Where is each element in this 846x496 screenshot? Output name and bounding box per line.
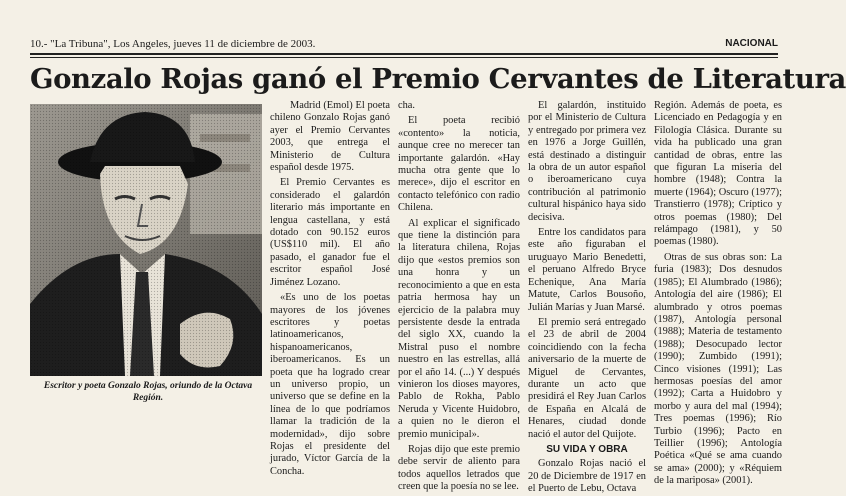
paragraph: Al explicar el significado que tiene la distinción para la literatura chilena, Rojas dijo que «estos premios son una honra y un reconocimiento a que en esta patria hermosa hay un ejercicio de la palabra muy persistente desde la entrada del siglo XX, cuando la Mistral puso el nombre nuestro en las estrellas, allá por el año 14. (...) Y después vinieron los dioses mayores, Pablo de Rokha, Pablo Neruda y Vicente Huidobro, a quien no le dieron el premio municipal». <box>398 217 520 440</box>
header-rule <box>30 53 778 55</box>
paragraph: El premio será entregado el 23 de abril de 2004 coincidiendo con la fecha aniversario de la muerte de Miguel de Cervantes, durante un acto que presidirá el Rey Juan Carlos de España en Alcalá de Henares, ciudad donde nació el autor del Quijote. <box>528 316 646 440</box>
paragraph: Rojas dijo que este premio debe servir de aliento para todos aquellos letrados que creen que la poesía no se lee. <box>398 443 520 493</box>
paragraph: El galardón, instituido por el Ministerio de Cultura y entregado por primera vez en 1976 a Jorge Guillén, está destinado a distinguir la obra de un autor español o iberoamericano cuya contribución al patrimonio cultural hispánico haya sido decisiva. <box>528 100 646 223</box>
folio-publication: 10.- "La Tribuna", Los Angeles, jueves 11 de diciembre de 2003. <box>30 38 316 50</box>
folio-line <box>30 36 778 52</box>
section-label: NACIONAL <box>725 38 778 49</box>
paragraph: Otras de sus obras son: La furia (1983); Dos desnudos (1985); El Alumbrado (1986); Antología del aire (1986); El alumbrado y otros poemas (1987), Antología personal (1988); Materia de testamento (1988); Desocupado lector (1990); Zumbido (1991); Cinco visiones (1991); Las hermosas poesías del amor (1992); Carta a Huidobro y morbo y aura del mal (1994); Tres poemas (1996); Río Turbio (1996); Pacto en Teillier (1996); Antología Poética «Qué se ama cuando se ama» (2000); y «Réquiem de la mariposa» (2001). <box>654 251 782 487</box>
paragraph: El Premio Cervantes es considerado el galardón literario más importante en lengua castellana, y está dotado con 90.152 euros (US$110 mil). El año pasado, el ganador fue el escritor español José Jiménez Lozano. <box>270 177 390 288</box>
article-column-1 <box>270 100 390 477</box>
paragraph: Región. Además de poeta, es Licenciado en Pedagogía y en Filología Clásica. Durante su vida ha publicado una gran cantidad de obras, entre las que figuran La miseria del hombre (1948); Contra la muerte (1964); Oscuro (1977); Transtierro (1978); Críptico y otros poemas (1980); Del relámpago (1981), y 50 poemas (1980). <box>654 100 782 248</box>
author-photo <box>30 104 262 376</box>
headline: Gonzalo Rojas ganó el Premio Cervantes de Literatura <box>30 63 846 95</box>
paragraph: Entre los candidatos para este año figuraban el uruguayo Mario Benedetti, el peruano Alfredo Bryce Echenique, Ana María Matute, Carlos Bousoño, Julián Marías y Juan Marsé. <box>528 227 646 313</box>
section-subhead: SU VIDA Y OBRA <box>546 443 628 455</box>
article-column-2 <box>398 100 520 493</box>
article-column-3 <box>528 100 646 495</box>
paragraph: Gonzalo Rojas nació el 20 de Diciembre de 1917 en el Puerto de Lebu, Octava <box>528 458 646 495</box>
paragraph: «Es uno de los poetas mayores de los jóvenes escritores y poetas latinoamericanos, hispanoamericanos, iberoamericanos. Es un poeta que ha logrado crear un universo propio, un universo que se define en la línea de lo que podríamos llamar la tradición de la modernidad», dijo sobre Rojas el presidente del jurado, Víctor García de la Concha. <box>270 292 390 477</box>
portrait-image <box>30 104 262 376</box>
article-column-4 <box>654 100 782 487</box>
paragraph: El poeta recibió «contento» la noticia, aunque cree no merecer tan importante galardón. «Hay mucha otra gente que lo merece», dijo el escritor en contacto telefónico con radio Chilena. <box>398 115 520 214</box>
photo-caption: Escritor y poeta Gonzalo Rojas, oriundo de la Octava Región. <box>43 381 253 403</box>
paragraph: Madrid (Emol) El poeta chileno Gonzalo Rojas ganó ayer el Premio Cervantes 2003, que entrega el Ministerio de Cultura español desde 1975. <box>270 100 390 174</box>
paragraph: cha. <box>398 100 416 111</box>
header-rule-thin <box>30 57 778 58</box>
